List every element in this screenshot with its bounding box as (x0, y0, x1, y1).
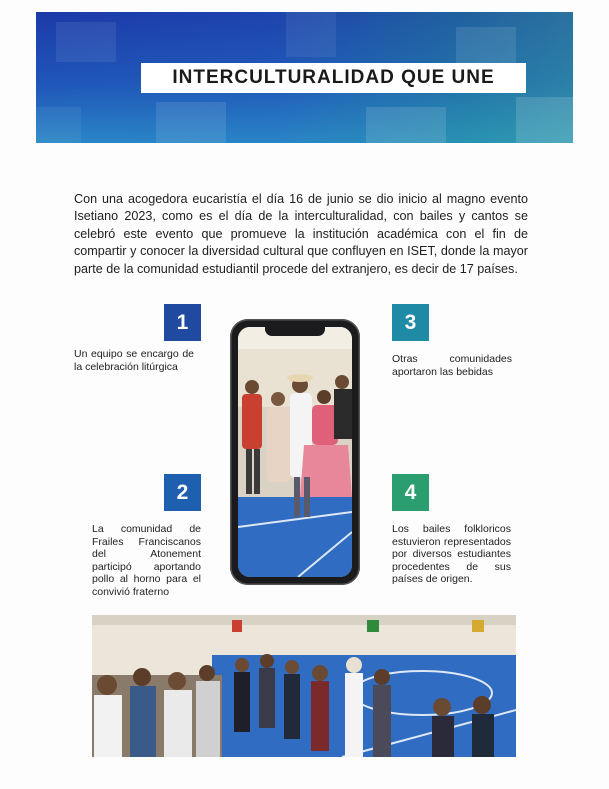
step-badge-2: 2 (164, 474, 201, 511)
step-badge-1: 1 (164, 304, 201, 341)
step-badge-3: 3 (392, 304, 429, 341)
phone-notch (265, 327, 325, 336)
step-caption-3: Otras comunidades aportaron las bebidas (392, 353, 512, 378)
phone-mockup (230, 319, 360, 585)
dancers-group-photo (238, 327, 352, 577)
gym-crowd-photo (92, 615, 516, 757)
page-title: INTERCULTURALIDAD QUE UNE (141, 63, 526, 93)
step-caption-2: La comunidad de Frailes Franciscanos del Atonement participó aportando pollo al horno para el convivió fraterno (92, 523, 201, 598)
header-banner (36, 12, 573, 143)
intro-paragraph: Con una acogedora eucaristía el día 16 de junio se dio inicio al magno evento Isetiano 2023, como es el día de la interculturalidad, con bailes y cantos se celebró este evento que promueve la institución académica con el fin de compartir y conocer la diversidad cultural que confluyen en ISET, donde la mayor parte de la comunidad estudiantil procede del extranjero, es decir de 17 países. (74, 192, 528, 276)
crowd-illustration (92, 615, 516, 757)
step-caption-4: Los bailes folkloricos estuvieron representados por diversos estudiantes procedentes de sus países de origen. (392, 523, 511, 586)
step-caption-1: Un equipo se encargo de la celebración litúrgica (74, 348, 194, 373)
photo-illustration (238, 327, 352, 577)
step-badge-4: 4 (392, 474, 429, 511)
